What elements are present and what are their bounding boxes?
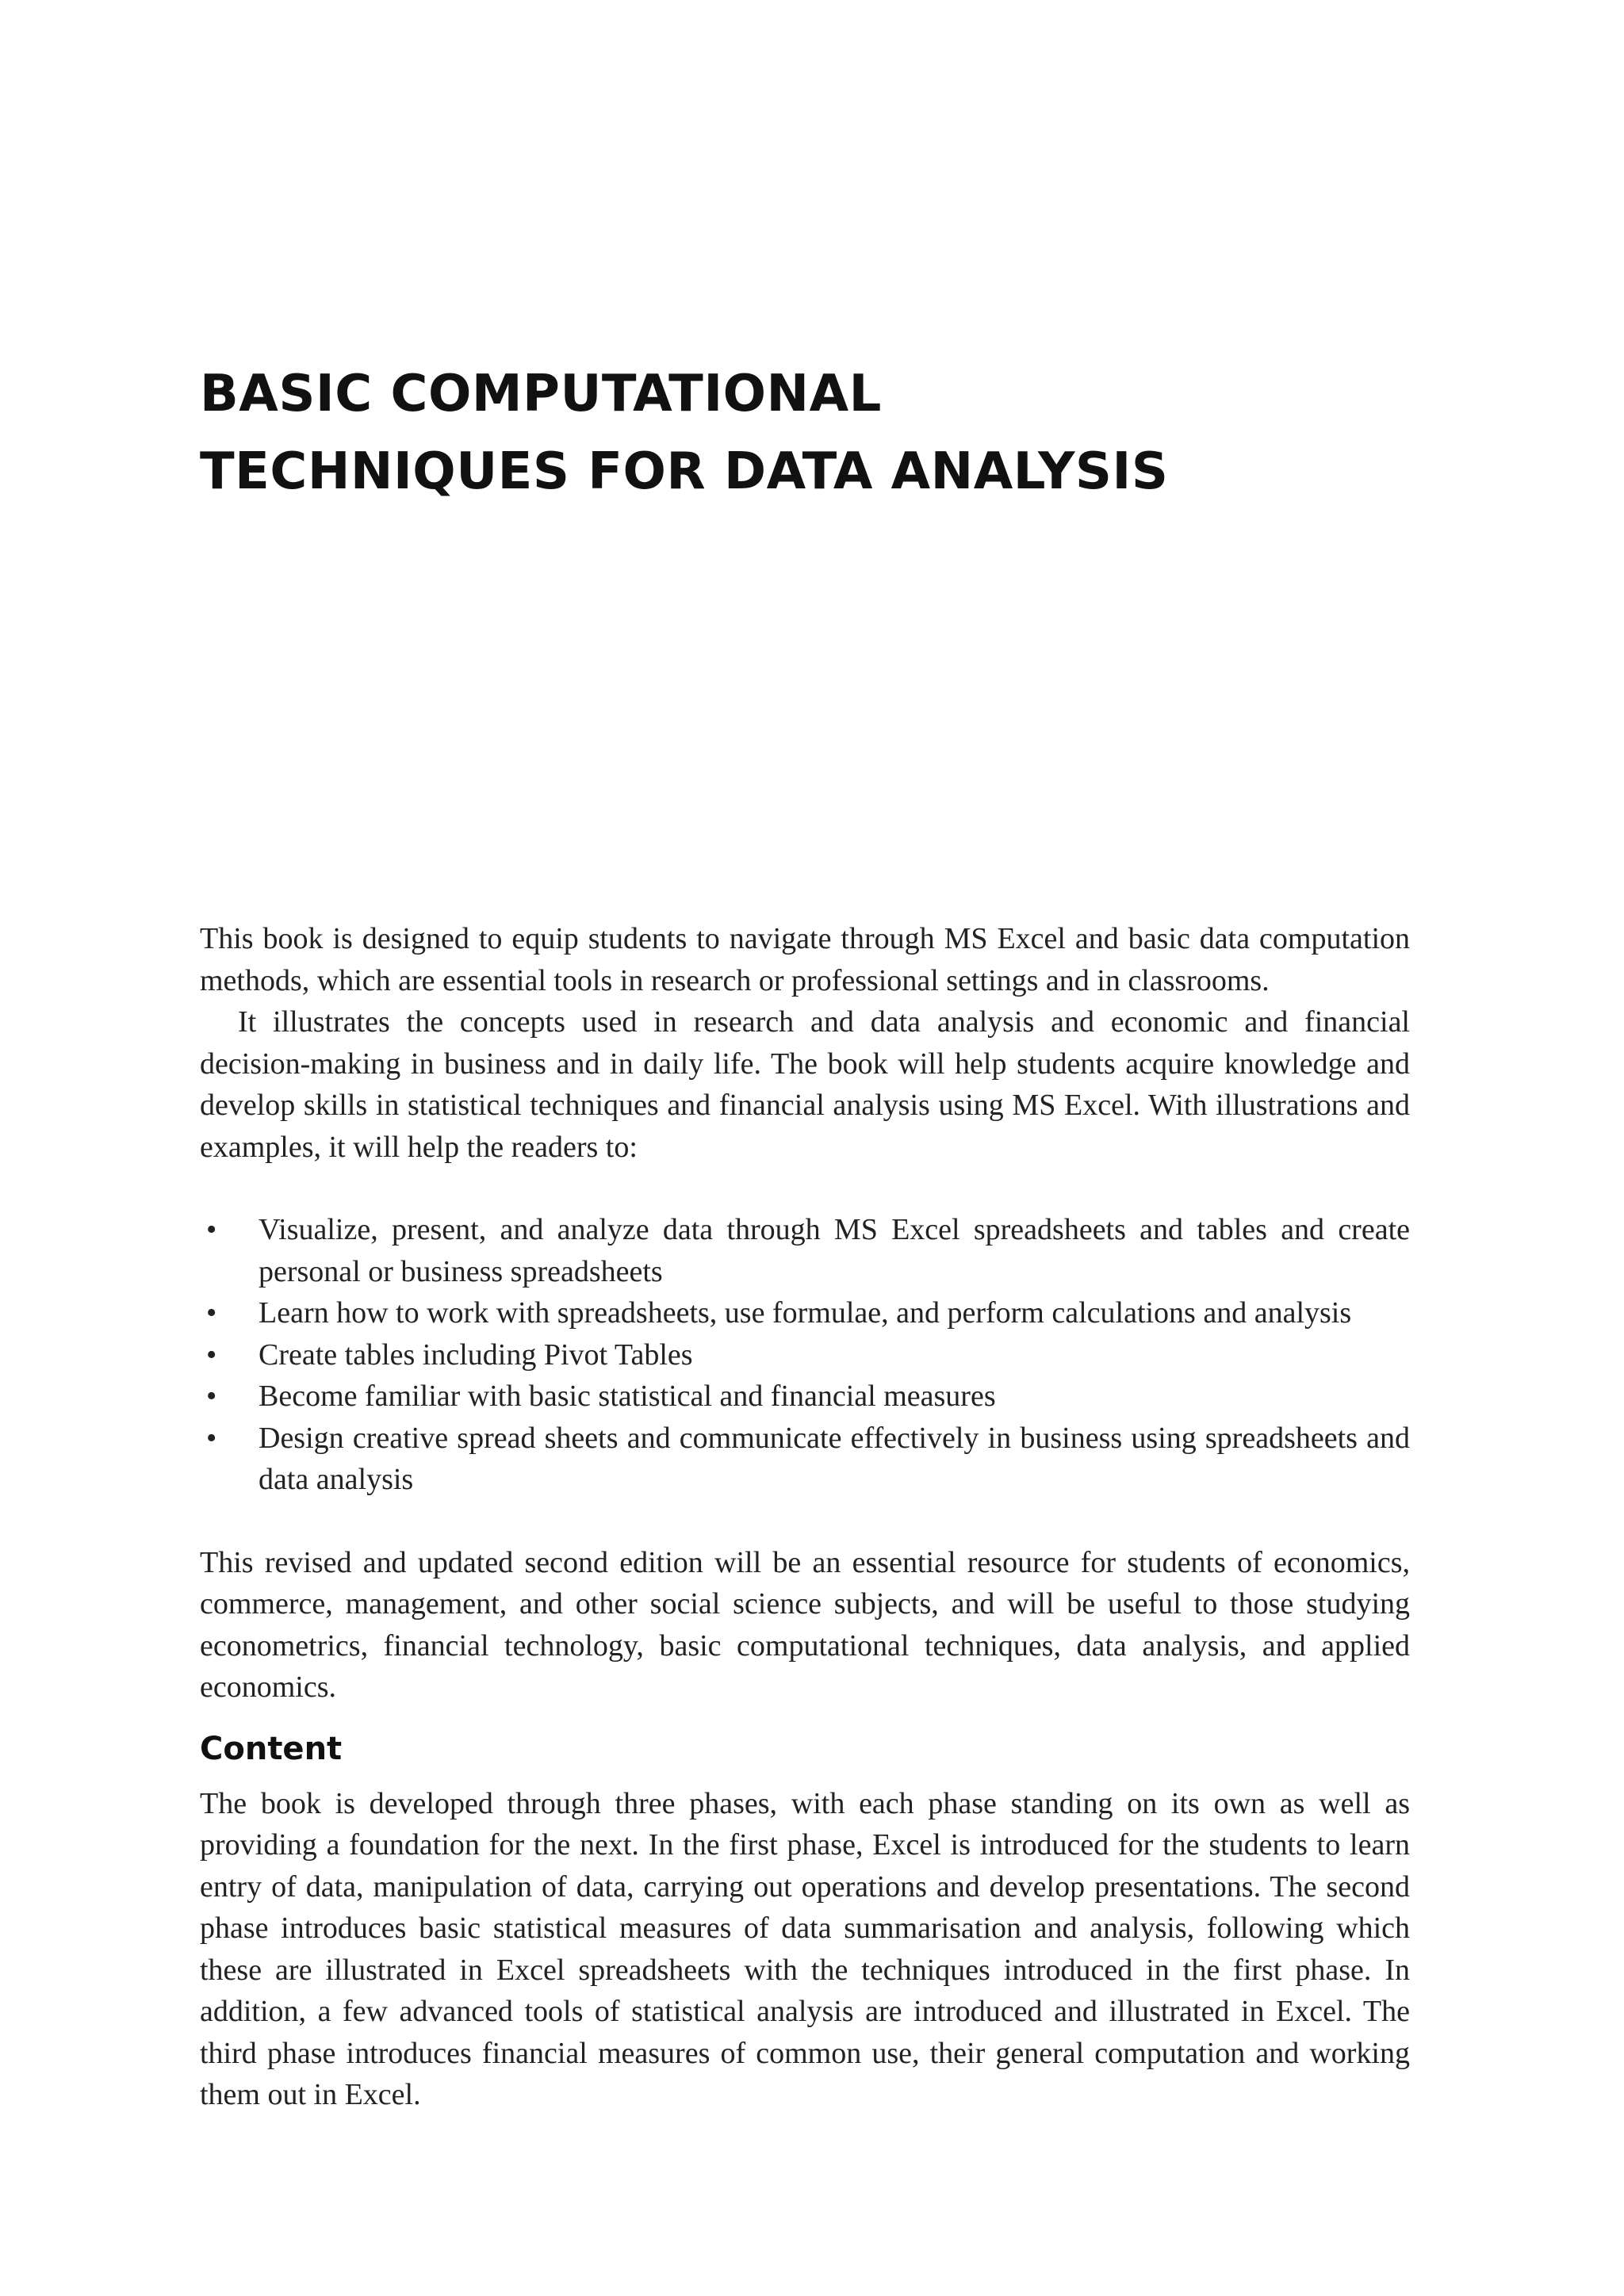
list-item bbox=[200, 1209, 1410, 1292]
bullet-marker: • bbox=[206, 1337, 217, 1372]
spacer bbox=[200, 1501, 1410, 1542]
list-item bbox=[200, 1418, 1410, 1501]
list-item-text: Become familiar with basic statistical and financial measures bbox=[259, 1380, 996, 1413]
list-item-text: Create tables including Pivot Tables bbox=[259, 1337, 693, 1372]
list-item-text: Design creative spread sheets and communicate effectively in business using spreadsheets and data analysis bbox=[259, 1421, 1410, 1496]
list-item bbox=[200, 1376, 1410, 1418]
spacer bbox=[200, 1168, 1410, 1209]
book-title-line-1: BASIC COMPUTATIONAL bbox=[200, 365, 882, 423]
intro-paragraph-1: This book is designed to equip students to navigate through MS Excel and basic data computation methods, which are essential tools in research or professional settings and in classrooms. bbox=[200, 922, 1410, 997]
content-heading: Content bbox=[200, 1730, 343, 1767]
intro-paragraph-2: It illustrates the concepts used in research and data analysis and economic and financial decision-making in business and in daily life. The book will help students acquire knowledge and develop skills in statistical techniques and financial analysis using MS Excel. With illustrations and examples, it will help the readers to: bbox=[200, 1005, 1410, 1164]
list-item bbox=[200, 1334, 1410, 1376]
content-paragraph: The book is developed through three phases, with each phase standing on its own as well as providing a foundation for the next. In the first phase, Excel is introduced for the students to learn entry of data, manipulation of data, carrying out operations and develop presentations. The second phase introduces basic statistical measures of data summarisation and analysis, following which these are illustrated in Excel spreadsheets with the techniques introduced in the first phase. In addition, a few advanced tools of statistical analysis are introduced and illustrated in Excel. The third phase introduces financial measures of common use, their general computation and working them out in Excel. bbox=[200, 1786, 1410, 2111]
blurb-body bbox=[200, 918, 1410, 2116]
learning-outcomes-list bbox=[200, 1209, 1410, 1501]
list-item-text: Visualize, present, and analyze data through MS Excel spreadsheets and tables and create personal or business spreadsheets bbox=[259, 1213, 1410, 1288]
bullet-marker: • bbox=[206, 1213, 217, 1246]
book-title-line-2: TECHNIQUES FOR DATA ANALYSIS bbox=[200, 442, 1169, 501]
list-item bbox=[200, 1292, 1410, 1334]
edition-paragraph: This revised and updated second edition will be an essential resource for students of economics, commerce, management, and other social science subjects, and will be useful to those studying econometrics, financial technology, basic computational techniques, data analysis, and applied economics. bbox=[200, 1545, 1410, 1704]
bullet-marker: • bbox=[206, 1380, 217, 1413]
book-title bbox=[200, 355, 1437, 511]
list-item-text: Learn how to work with spreadsheets, use formulae, and perform calculations and analysis bbox=[259, 1296, 1352, 1330]
bullet-marker: • bbox=[206, 1421, 217, 1455]
bullet-marker: • bbox=[206, 1296, 217, 1330]
